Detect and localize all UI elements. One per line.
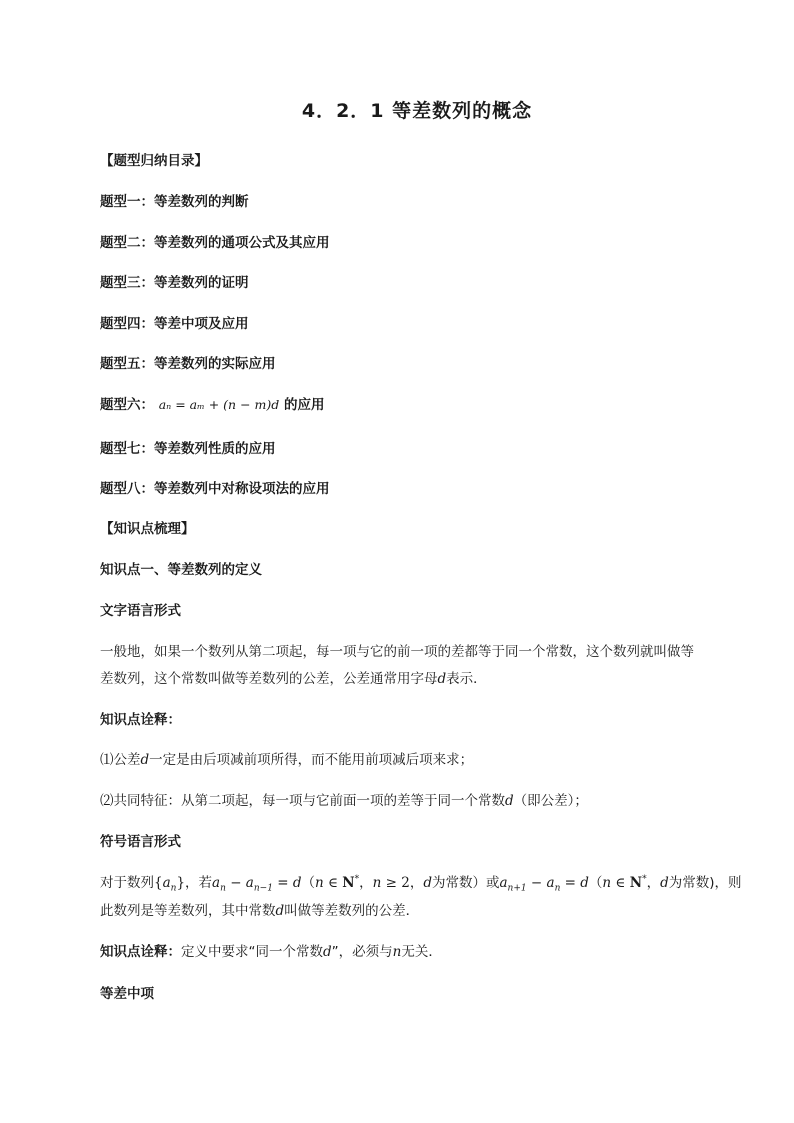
catalog-item-6-prefix: 题型六：	[100, 397, 154, 413]
sym-text-8: ，	[646, 875, 661, 891]
condition-n-in-N: n ∈ N*	[314, 874, 360, 891]
catalog-item-6-suffix: 的应用	[283, 397, 325, 413]
sym-text-4: ，	[359, 875, 373, 891]
sym-text-5: ，	[409, 875, 424, 891]
page-title: 4．2．1 等差数列的概念	[301, 100, 533, 122]
definition-line-2-text: 差数列，这个常数叫做等差数列的公差，公差通常用字母	[100, 671, 438, 687]
explain-heading-1: 知识点诠释：	[100, 712, 181, 728]
knowledge-heading: 【知识点梳理】	[100, 521, 195, 537]
symbol-d: d	[437, 671, 447, 687]
general-term-formula: aₙ = aₘ + (n − m)d	[158, 397, 280, 412]
middle-term-heading: 等差中项	[100, 986, 154, 1002]
explain-item-2-end: （即公差）；	[513, 793, 588, 809]
explain-note-3	[100, 940, 442, 960]
explain-item-1	[100, 748, 473, 768]
explain-item-1-end: 一定是由后项减前项所得，而不能用前项减后项来求；	[149, 752, 474, 768]
sym-text-7: （	[588, 875, 603, 891]
definition-line-2-end: 表示．	[446, 671, 487, 687]
symbol-definition-line-2	[100, 899, 419, 919]
sym-line-2-start: 此数列是等差数列，其中常数	[100, 903, 276, 919]
sym-text-9: 为常数)，则	[668, 875, 742, 891]
explain-3-text: 定义中要求“同一个常数	[181, 944, 323, 960]
explain-3-end: 无关．	[401, 944, 442, 960]
symbol-form-heading: 符号语言形式	[100, 834, 181, 850]
symbol-definition-line-1	[100, 871, 742, 894]
knowledge-point-1: 知识点一、等差数列的定义	[100, 562, 262, 578]
explain-3-mid: ”，必须与	[331, 944, 393, 960]
symbol-d: d	[323, 944, 332, 960]
symbol-n: n	[392, 944, 402, 960]
catalog-item-6	[100, 393, 324, 413]
catalog-item-5: 题型五：等差数列的实际应用	[100, 356, 276, 372]
symbol-d: d	[505, 793, 514, 809]
sym-text-6: 为常数）或	[431, 875, 500, 891]
catalog-item-2: 题型二：等差数列的通项公式及其应用	[100, 235, 330, 251]
condition-n-ge-2: n ≥ 2	[372, 875, 410, 891]
symbol-d: d	[660, 875, 669, 891]
definition-line-2	[100, 667, 487, 687]
catalog-item-3: 题型三：等差数列的证明	[100, 275, 249, 291]
difference-formula-2: $a_{n+1} - a_n = d$	[499, 875, 589, 894]
sym-text-2: ，若	[185, 875, 213, 891]
catalog-heading: 【题型归纳目录】	[100, 153, 208, 169]
symbol-d: d	[140, 752, 150, 768]
text-form-heading: 文字语言形式	[100, 603, 181, 619]
condition-n-in-N-2: n ∈ N*	[602, 874, 647, 891]
definition-line-1: 一般地，如果一个数列从第二项起，每一项与它的前一项的差都等于同一个常数，这个数列就叫做等	[100, 644, 694, 660]
sym-text-3: （	[301, 875, 315, 891]
symbol-d: d	[275, 903, 285, 919]
explain-heading-2: 知识点诠释：	[100, 944, 181, 960]
sym-text-1: 对于数列	[100, 875, 154, 891]
catalog-item-1: 题型一：等差数列的判断	[100, 194, 249, 210]
catalog-item-4: 题型四：等差中项及应用	[100, 316, 249, 332]
explain-item-2-start: ⑵共同特征：从第二项起，每一项与它前面一项的差等于同一个常数	[100, 793, 505, 809]
sequence-notation: $\{a_n\}$	[154, 875, 186, 894]
explain-item-1-start: ⑴公差	[100, 752, 141, 768]
symbol-d: d	[423, 875, 432, 891]
difference-formula-1: $a_n - a_{n-1} = d$	[212, 875, 302, 894]
explain-item-2	[100, 789, 588, 809]
catalog-item-8: 题型八：等差数列中对称设项法的应用	[100, 481, 330, 497]
catalog-item-7: 题型七：等差数列性质的应用	[100, 441, 276, 457]
sym-line-2-end: 叫做等差数列的公差．	[284, 903, 420, 919]
